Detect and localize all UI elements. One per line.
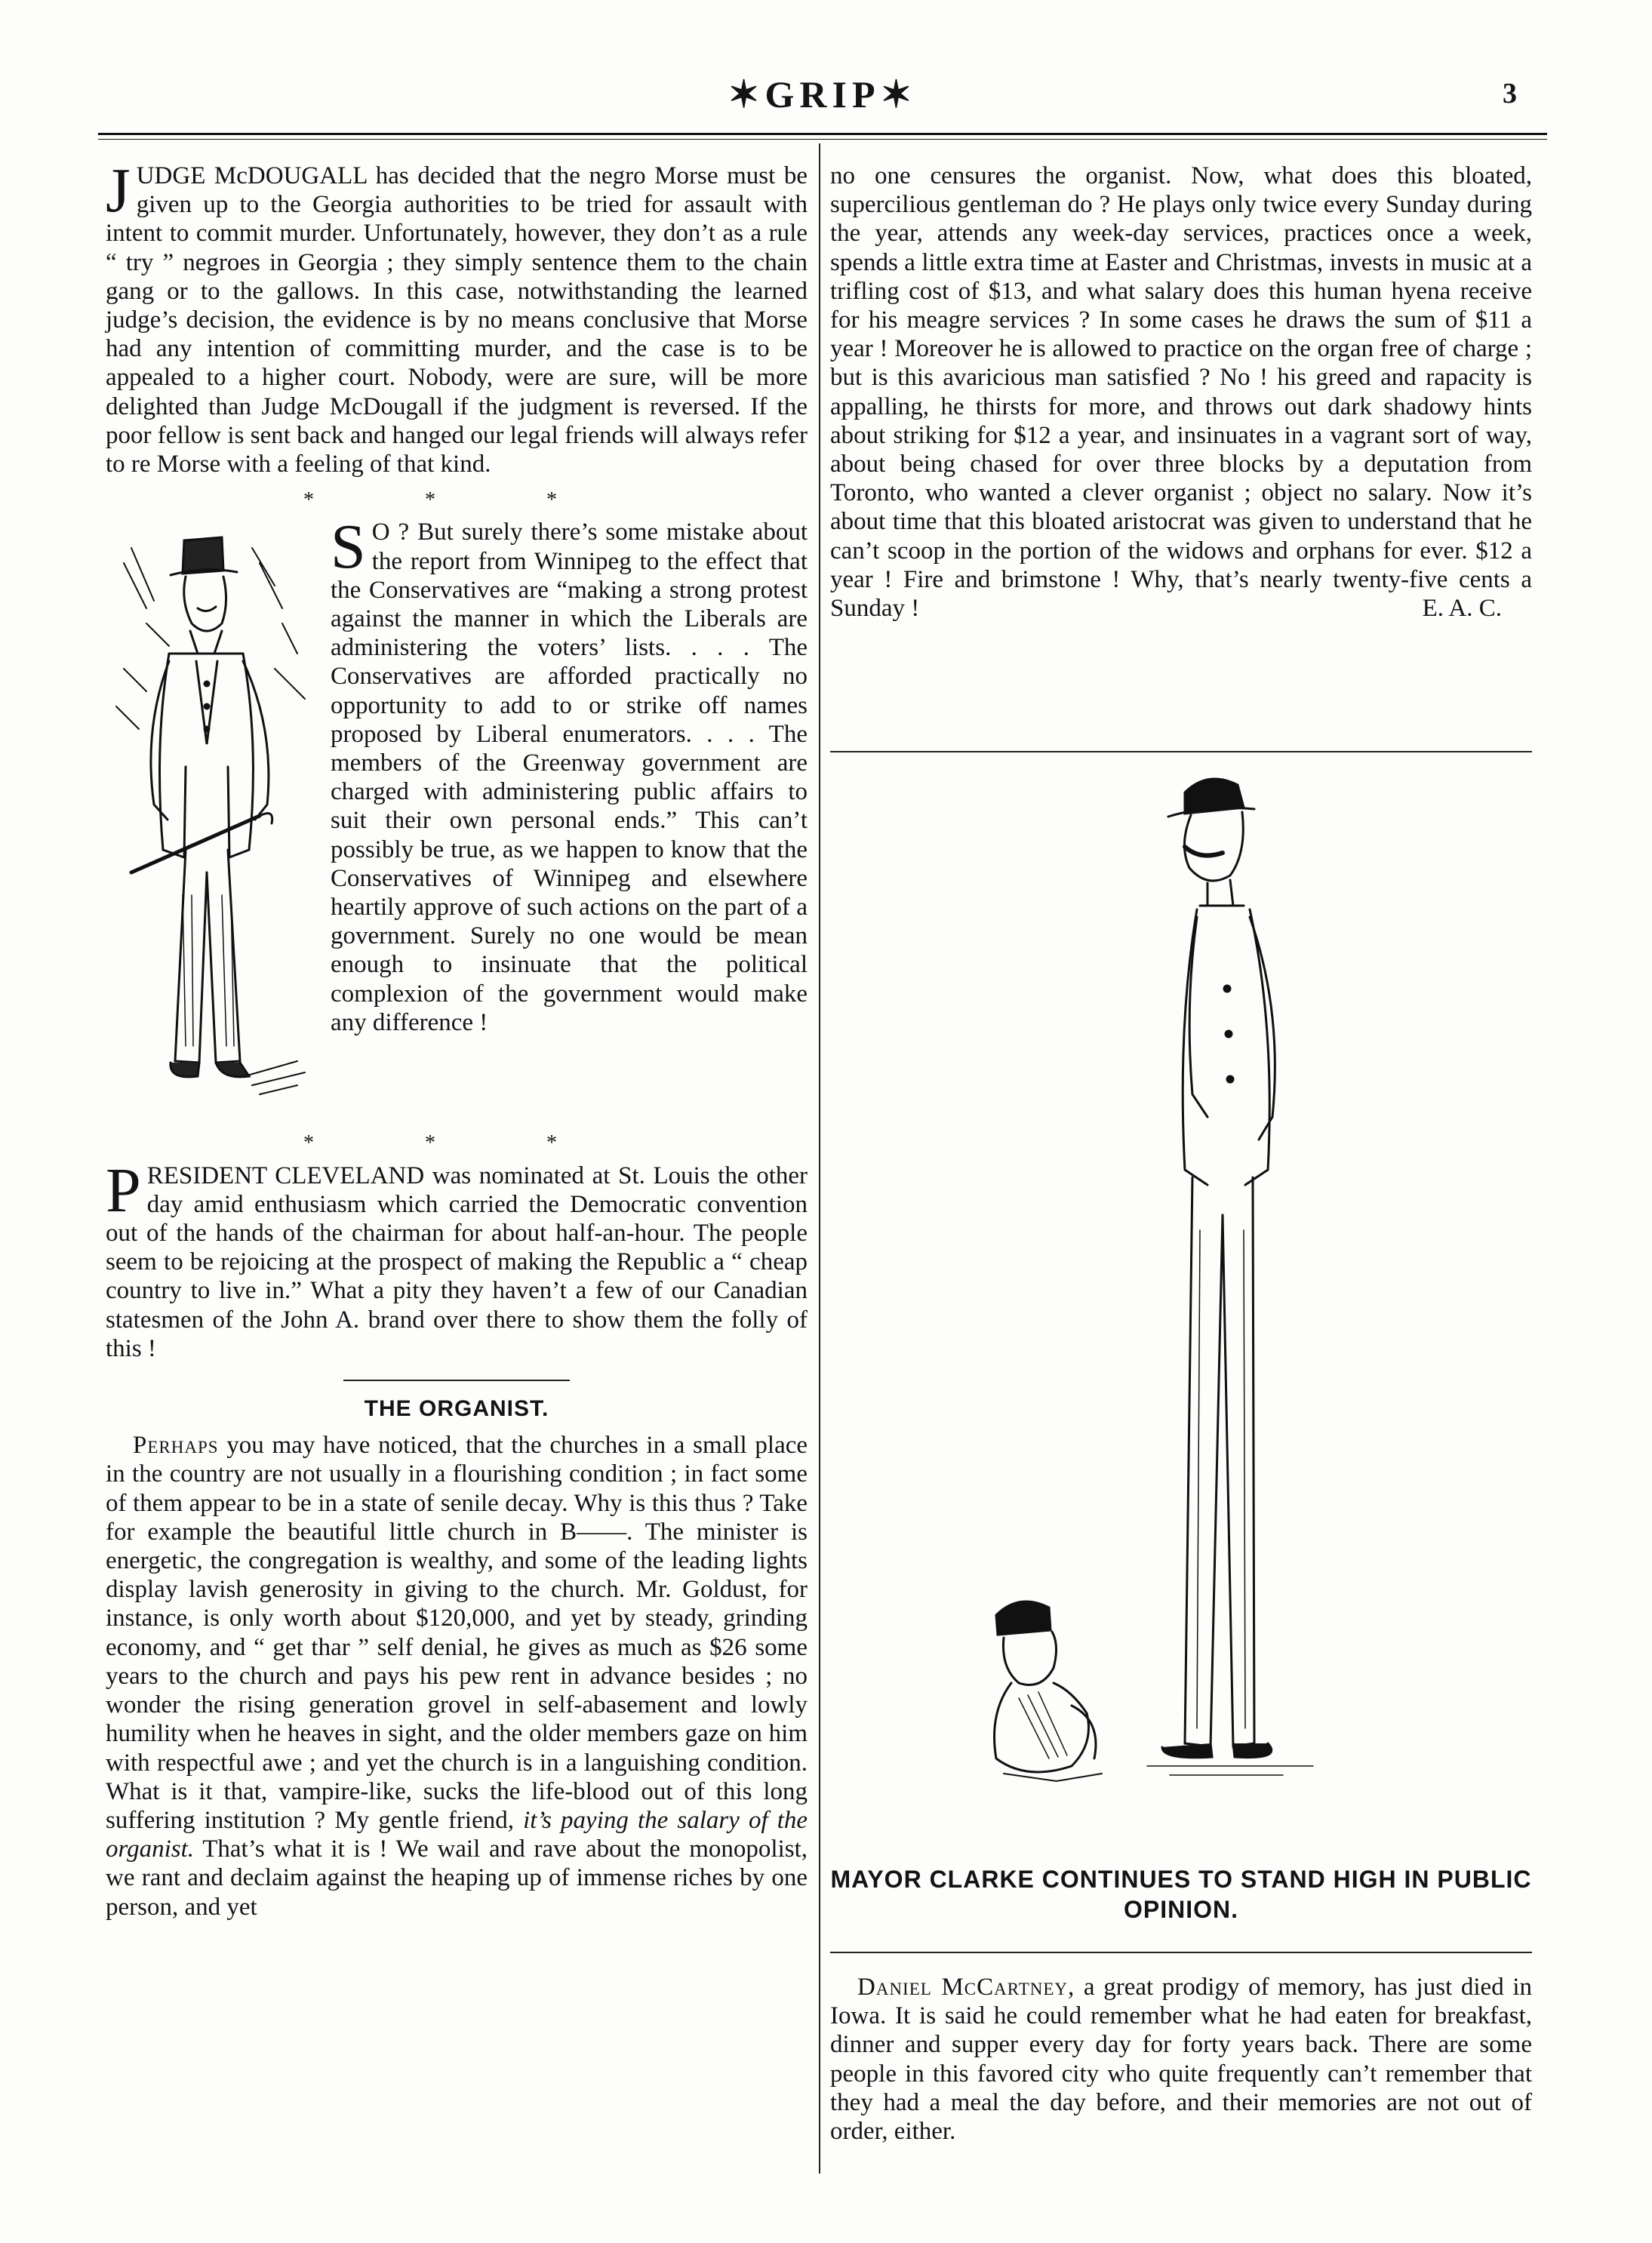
dropcap: S xyxy=(331,512,366,583)
article-mccartney xyxy=(830,1973,1532,2146)
article-heading-organist: THE ORGANIST. xyxy=(364,1396,549,1422)
section-separator: * * * xyxy=(303,1131,610,1155)
article-paragraph xyxy=(830,1973,1532,2146)
article-text: UDGE McDOUGALL has decided that the negro Morse must be given up to the Georgia authorities to be tried for assault with intent to commit murder. Unfortunately, however, they don’t as a rule “ try ” negroes in Georgia ; they simply sentence them to the chain gang or to the gallows. In this case, notwithstanding the learned judge’s decision, the evidence is by no means conclusive that Morse had any intention of committing murder, and the case is to be appealed to a higher court. Nobody, were are sure, will be more delighted than Judge McDougall if the judgment is reversed. If the poor fellow is sent back and hanged our legal friends will always refer to re Morse with a feeling of that kind. xyxy=(106,162,808,478)
section-rule xyxy=(830,751,1532,752)
left-column xyxy=(106,155,808,1921)
header-rule xyxy=(98,133,1547,135)
article-organist xyxy=(106,1431,808,1921)
lead-words: Daniel McCartney, xyxy=(857,1974,1075,2001)
man-with-cane-illustration xyxy=(101,518,320,1122)
cartoon-caption: MAYOR CLARKE CONTINUES TO STAND HIGH IN PUBLIC OPINION. xyxy=(830,1866,1532,1923)
dropcap: J xyxy=(106,155,131,226)
lead-word: Perhaps xyxy=(133,1432,219,1460)
section-rule xyxy=(343,1380,570,1381)
mayor-clarke-cartoon xyxy=(830,762,1532,1849)
article-text: no one censures the organist. Now, what does this bloated, supercilious gentleman do ? He plays only twice every Sunday during the year, attends any week-day services, practices once a week, spends a little extra time at Easter and Christmas, invests in music at a trifling cost of $13, and what salary does this human hyena receive for his meagre services ? In some cases he draws the sum of $11 a year ! Moreover he is allowed to practice on the organ free of charge ; but is this avaricious man satisfied ? No ! his greed and rapacity is appalling, he thirsts for more, and throws out dark shadowy hints about striking for $12 a year, and insinuates in a vagrant sort of way, about being chased for over three blocks by a deputation from Toronto, who wanted a clever organist ; object no salary. Now it’s about time that this bloated aristocrat was given to understand that he can’t scoop in the portion of the widows and orphans for ever. $12 a year ! Fire and brimstone ! Why, that’s nearly twenty-five cents a Sunday ! xyxy=(830,162,1532,623)
author-signature: E. A. C. xyxy=(1422,595,1502,623)
article-mcdougall xyxy=(106,155,808,478)
dropcap: P xyxy=(106,1155,141,1226)
italic-phrase: it’s paying the salary of the organist. xyxy=(106,1806,808,1863)
article-text: O ? But surely there’s some mistake about the report from Winnipeg to the effect that the Conservatives are “making a strong protest against the manner in which the Liberals are administering the voters’ lists. . . . The Conservatives are afforded practically no opportunity to add to or strike off names proposed by Liberal enumerators. . . . The members of the Greenway government are charged with administering public affairs to suit their own personal ends.” This can’t possibly be true, as we happen to know that the Conservatives of Winnipeg and elsewhere heartily approve of such actions on the part of a government. Surely no one would be mean enough to insinuate that the political complexion of the government would make any difference ! xyxy=(331,518,808,1036)
article-text: RESIDENT CLEVELAND was nominated at St. Louis the other day amid enthusiasm which carried the Democratic convention out of the hands of the chairman for about half-an-hour. The people seem to be rejoicing at the prospect of making the Republic a “ cheap country to live in.” What a pity they haven’t a few of our Canadian statesmen of the John A. brand over there to show them the folly of this ! xyxy=(106,1161,808,1362)
column-divider xyxy=(819,143,820,2174)
article-cleveland xyxy=(106,1155,808,1363)
page-number: 3 xyxy=(1503,78,1517,109)
article-text: That’s what it is ! We wail and rave about the monopolist, we rant and declaim against the heaping up of immense riches by one person, and yet xyxy=(106,1835,808,1921)
page-header xyxy=(98,72,1547,118)
article-text: you may have noticed, that the churches in a small place in the country are not usually in a flourishing condition ; in fact some of them appear to be in a state of senile decay. Why is this thus ? Take for example the beautiful little church in B——. The minister is energetic, the congregation is wealthy, and some of the leading lights display lavish generosity in giving to the church. Mr. Goldust, for instance, is only worth about $120,000, and yet by steady, grinding economy, and “ get thar ” self denial, he gives as much as $26 some years to the church and pays his pew rent in advance besides ; no wonder the rising generation grovel in self-abasement and lowly humility when he heaves in sight, and the older members gaze on him with respectful awe ; and yet the church is in a languishing condition. What is it that, vampire-like, sucks the life-blood out of this long suffering institution ? My gentle friend, xyxy=(106,1432,808,1834)
header-rule-thin xyxy=(98,139,1547,140)
article-winnipeg xyxy=(106,512,808,1037)
masthead-title: ✶GRIP✶ xyxy=(728,73,918,115)
section-separator: * * * xyxy=(303,488,610,512)
article-organist-continued xyxy=(830,162,1532,623)
article-text: a great prodigy of memory, has just died in Iowa. It is said he could remember what he had eaten for breakfast, dinner and supper every day for forty years back. There are some people in this favored city who quite frequently can’t remember that they had a meal the day before, and their memories are not out of order, either. xyxy=(830,1974,1532,2146)
right-column xyxy=(830,162,1532,623)
section-rule xyxy=(830,1952,1532,1953)
